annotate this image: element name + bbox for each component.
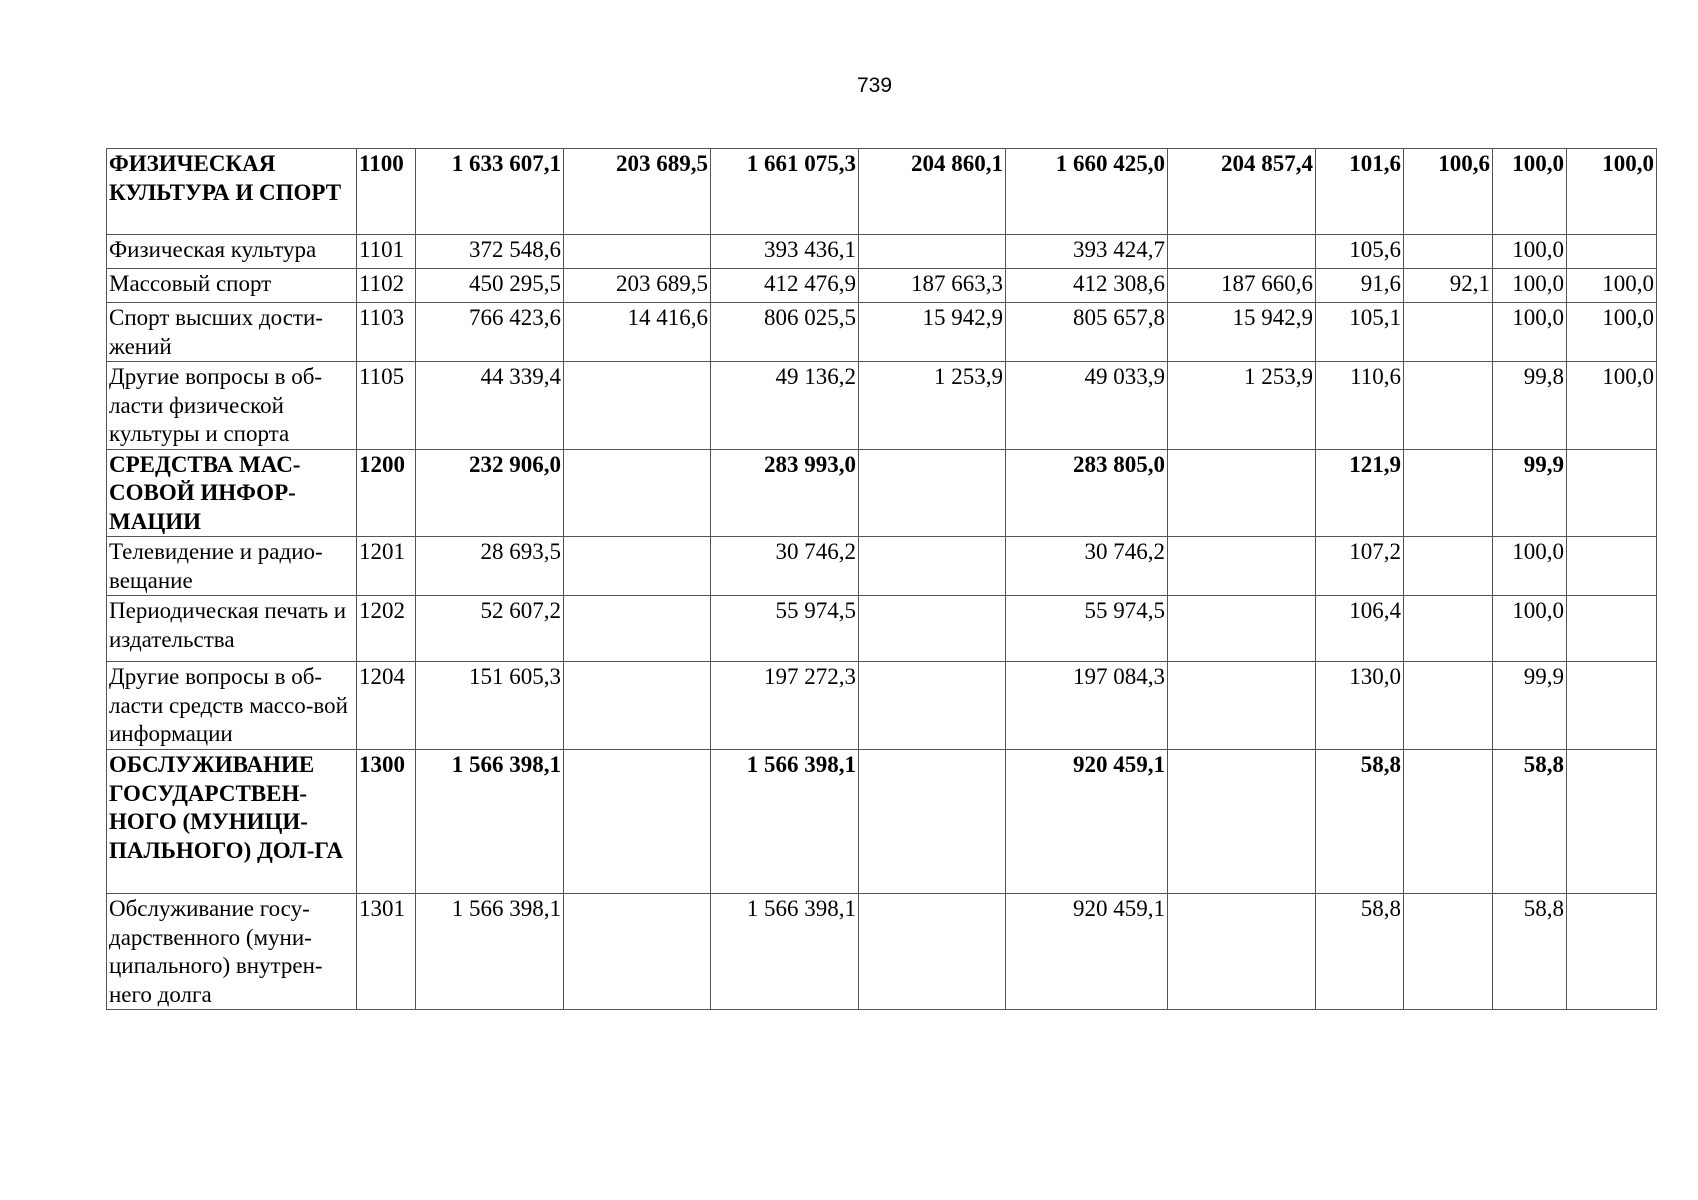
cell-c4 xyxy=(859,662,1006,750)
cell-c5: 393 424,7 xyxy=(1006,235,1168,269)
cell-c6: 187 660,6 xyxy=(1168,269,1316,303)
cell-c4 xyxy=(859,235,1006,269)
row-name: Другие вопросы в об-ласти средств массо-вой информации xyxy=(107,662,357,750)
row-name: Обслуживание госу-дарственного (муни-ципального) внутрен-него долга xyxy=(107,894,357,1010)
row-code: 1105 xyxy=(357,362,416,450)
cell-c8 xyxy=(1404,662,1493,750)
cell-c2 xyxy=(564,235,711,269)
cell-c6 xyxy=(1168,596,1316,662)
cell-c1: 450 295,5 xyxy=(416,269,564,303)
row-code: 1100 xyxy=(357,149,416,235)
row-code: 1101 xyxy=(357,235,416,269)
cell-c9: 100,0 xyxy=(1493,269,1567,303)
table-row xyxy=(107,537,1657,596)
cell-c10 xyxy=(1567,537,1657,596)
cell-c8: 92,1 xyxy=(1404,269,1493,303)
cell-c5: 55 974,5 xyxy=(1006,596,1168,662)
row-code: 1200 xyxy=(357,449,416,537)
cell-c6 xyxy=(1168,235,1316,269)
row-code: 1301 xyxy=(357,894,416,1010)
cell-c9: 58,8 xyxy=(1493,894,1567,1010)
row-code: 1201 xyxy=(357,537,416,596)
cell-c4: 204 860,1 xyxy=(859,149,1006,235)
cell-c6: 204 857,4 xyxy=(1168,149,1316,235)
cell-c7: 110,6 xyxy=(1316,362,1404,450)
table-row xyxy=(107,235,1657,269)
cell-c3: 197 272,3 xyxy=(711,662,859,750)
cell-c4 xyxy=(859,537,1006,596)
cell-c10: 100,0 xyxy=(1567,303,1657,362)
cell-c2 xyxy=(564,662,711,750)
cell-c4 xyxy=(859,894,1006,1010)
cell-c7: 91,6 xyxy=(1316,269,1404,303)
cell-c10 xyxy=(1567,235,1657,269)
cell-c8 xyxy=(1404,537,1493,596)
cell-c4 xyxy=(859,449,1006,537)
row-name: Периодическая печать и издательства xyxy=(107,596,357,662)
cell-c10 xyxy=(1567,596,1657,662)
row-name: Спорт высших дости-жений xyxy=(107,303,357,362)
cell-c2 xyxy=(564,362,711,450)
cell-c9: 100,0 xyxy=(1493,235,1567,269)
cell-c3: 283 993,0 xyxy=(711,449,859,537)
table-row xyxy=(107,894,1657,1010)
row-name: Телевидение и радио-вещание xyxy=(107,537,357,596)
cell-c1: 766 423,6 xyxy=(416,303,564,362)
cell-c10 xyxy=(1567,662,1657,750)
row-code: 1103 xyxy=(357,303,416,362)
table-row xyxy=(107,750,1657,894)
row-code: 1202 xyxy=(357,596,416,662)
cell-c7: 105,6 xyxy=(1316,235,1404,269)
cell-c6 xyxy=(1168,662,1316,750)
cell-c10: 100,0 xyxy=(1567,269,1657,303)
table-row xyxy=(107,149,1657,235)
cell-c5: 1 660 425,0 xyxy=(1006,149,1168,235)
cell-c3: 1 566 398,1 xyxy=(711,750,859,894)
row-name: СРЕДСТВА МАС-СОВОЙ ИНФОР-МАЦИИ xyxy=(107,449,357,537)
cell-c3: 1 566 398,1 xyxy=(711,894,859,1010)
cell-c9: 58,8 xyxy=(1493,750,1567,894)
cell-c10 xyxy=(1567,894,1657,1010)
cell-c1: 1 566 398,1 xyxy=(416,894,564,1010)
row-name: Физическая культура xyxy=(107,235,357,269)
cell-c4: 187 663,3 xyxy=(859,269,1006,303)
cell-c8 xyxy=(1404,235,1493,269)
cell-c8: 100,6 xyxy=(1404,149,1493,235)
cell-c10: 100,0 xyxy=(1567,362,1657,450)
row-name: ОБСЛУЖИВАНИЕ ГОСУДАРСТВЕН-НОГО (МУНИЦИ-ПАЛЬНОГО) ДОЛ-ГА xyxy=(107,750,357,894)
cell-c1: 1 633 607,1 xyxy=(416,149,564,235)
cell-c1: 232 906,0 xyxy=(416,449,564,537)
cell-c9: 99,9 xyxy=(1493,449,1567,537)
cell-c4 xyxy=(859,750,1006,894)
cell-c5: 283 805,0 xyxy=(1006,449,1168,537)
cell-c4: 1 253,9 xyxy=(859,362,1006,450)
cell-c5: 49 033,9 xyxy=(1006,362,1168,450)
cell-c1: 151 605,3 xyxy=(416,662,564,750)
cell-c7: 130,0 xyxy=(1316,662,1404,750)
cell-c7: 106,4 xyxy=(1316,596,1404,662)
cell-c2 xyxy=(564,596,711,662)
cell-c4 xyxy=(859,596,1006,662)
cell-c9: 100,0 xyxy=(1493,596,1567,662)
cell-c3: 55 974,5 xyxy=(711,596,859,662)
cell-c3: 412 476,9 xyxy=(711,269,859,303)
row-name: ФИЗИЧЕСКАЯ КУЛЬТУРА И СПОРТ xyxy=(107,149,357,235)
table-body xyxy=(107,149,1657,1010)
cell-c5: 920 459,1 xyxy=(1006,750,1168,894)
row-name: Другие вопросы в об-ласти физической культуры и спорта xyxy=(107,362,357,450)
cell-c9: 100,0 xyxy=(1493,537,1567,596)
cell-c7: 58,8 xyxy=(1316,750,1404,894)
cell-c8 xyxy=(1404,750,1493,894)
cell-c2 xyxy=(564,894,711,1010)
row-code: 1204 xyxy=(357,662,416,750)
cell-c9: 99,8 xyxy=(1493,362,1567,450)
cell-c5: 30 746,2 xyxy=(1006,537,1168,596)
cell-c2: 14 416,6 xyxy=(564,303,711,362)
cell-c6 xyxy=(1168,449,1316,537)
table-row xyxy=(107,362,1657,450)
cell-c10 xyxy=(1567,449,1657,537)
cell-c3: 49 136,2 xyxy=(711,362,859,450)
table-row xyxy=(107,269,1657,303)
cell-c7: 58,8 xyxy=(1316,894,1404,1010)
cell-c7: 105,1 xyxy=(1316,303,1404,362)
cell-c2 xyxy=(564,449,711,537)
cell-c2: 203 689,5 xyxy=(564,149,711,235)
cell-c10: 100,0 xyxy=(1567,149,1657,235)
row-code: 1300 xyxy=(357,750,416,894)
cell-c6 xyxy=(1168,750,1316,894)
table-row xyxy=(107,662,1657,750)
cell-c8 xyxy=(1404,894,1493,1010)
cell-c9: 100,0 xyxy=(1493,303,1567,362)
cell-c7: 101,6 xyxy=(1316,149,1404,235)
cell-c5: 197 084,3 xyxy=(1006,662,1168,750)
cell-c5: 920 459,1 xyxy=(1006,894,1168,1010)
cell-c1: 44 339,4 xyxy=(416,362,564,450)
row-code: 1102 xyxy=(357,269,416,303)
cell-c1: 372 548,6 xyxy=(416,235,564,269)
cell-c3: 393 436,1 xyxy=(711,235,859,269)
cell-c3: 30 746,2 xyxy=(711,537,859,596)
cell-c2 xyxy=(564,750,711,894)
table-row xyxy=(107,596,1657,662)
budget-table xyxy=(106,148,1657,1010)
cell-c3: 806 025,5 xyxy=(711,303,859,362)
cell-c8 xyxy=(1404,303,1493,362)
cell-c8 xyxy=(1404,449,1493,537)
cell-c1: 1 566 398,1 xyxy=(416,750,564,894)
cell-c6: 15 942,9 xyxy=(1168,303,1316,362)
cell-c10 xyxy=(1567,750,1657,894)
cell-c7: 107,2 xyxy=(1316,537,1404,596)
cell-c8 xyxy=(1404,596,1493,662)
cell-c9: 99,9 xyxy=(1493,662,1567,750)
table-row xyxy=(107,303,1657,362)
cell-c9: 100,0 xyxy=(1493,149,1567,235)
cell-c7: 121,9 xyxy=(1316,449,1404,537)
page-number: 739 xyxy=(856,74,893,97)
cell-c3: 1 661 075,3 xyxy=(711,149,859,235)
cell-c1: 52 607,2 xyxy=(416,596,564,662)
cell-c8 xyxy=(1404,362,1493,450)
cell-c5: 805 657,8 xyxy=(1006,303,1168,362)
row-name: Массовый спорт xyxy=(107,269,357,303)
cell-c2: 203 689,5 xyxy=(564,269,711,303)
cell-c5: 412 308,6 xyxy=(1006,269,1168,303)
table-row xyxy=(107,449,1657,537)
cell-c6: 1 253,9 xyxy=(1168,362,1316,450)
cell-c6 xyxy=(1168,537,1316,596)
cell-c2 xyxy=(564,537,711,596)
cell-c4: 15 942,9 xyxy=(859,303,1006,362)
cell-c1: 28 693,5 xyxy=(416,537,564,596)
cell-c6 xyxy=(1168,894,1316,1010)
